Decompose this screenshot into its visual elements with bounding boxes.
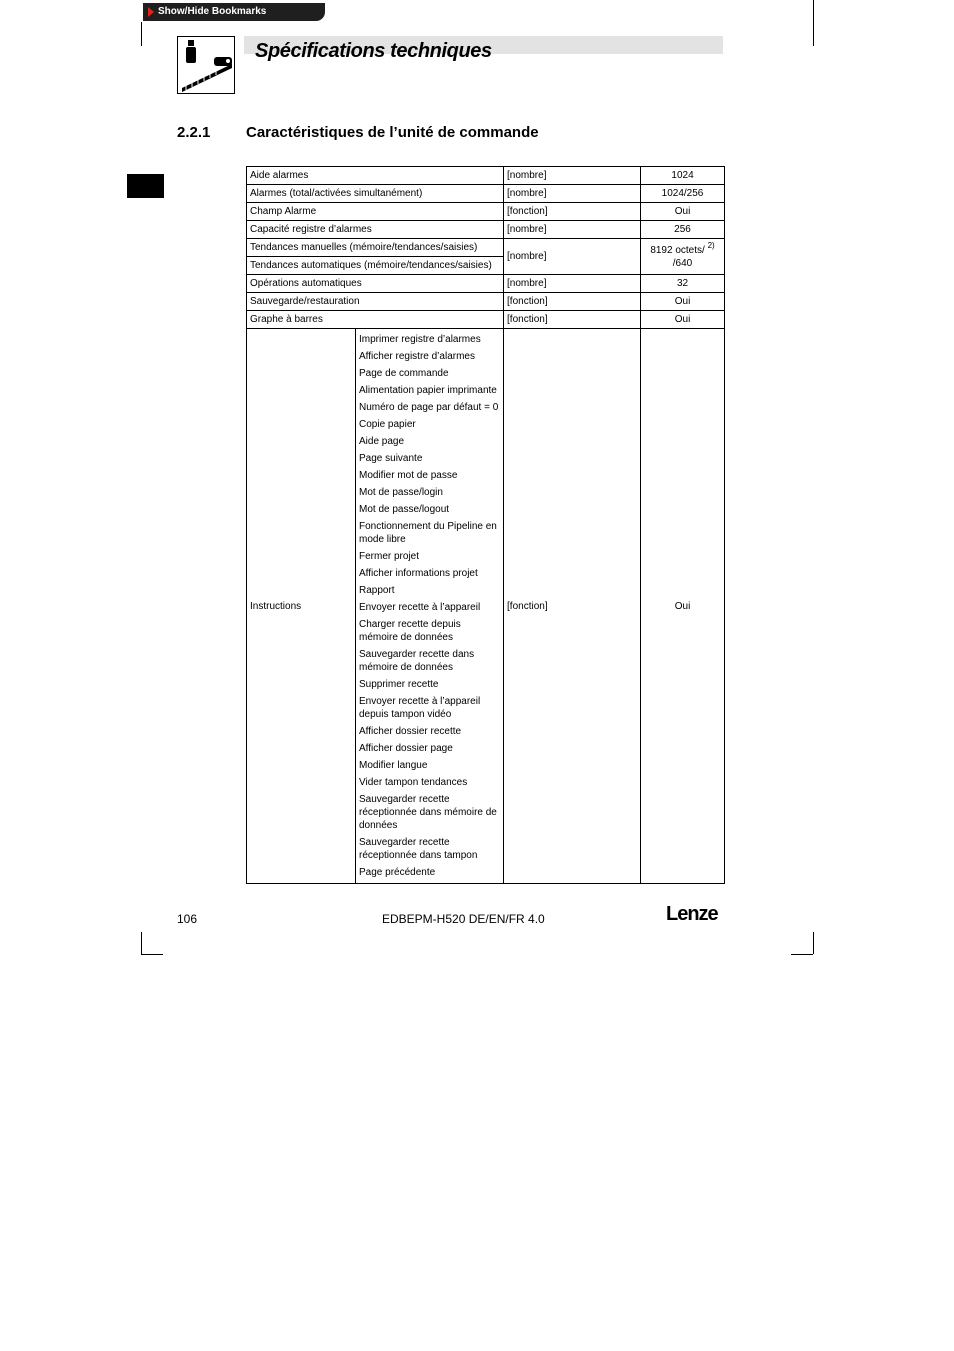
table-row	[247, 239, 725, 257]
instruction-item: Page suivante	[359, 453, 423, 464]
table-row	[247, 275, 725, 293]
crop-mark-bottom-right-v	[813, 932, 814, 954]
instruction-item: Copie papier	[359, 419, 416, 430]
crop-mark-bottom-right-h	[791, 954, 813, 955]
play-arrow-icon	[148, 7, 154, 17]
instruction-item: Sauvegarder recette réceptionnée dans mémoire de données	[359, 794, 497, 831]
section-title: Caractéristiques de l’unité de commande	[246, 124, 539, 141]
specifications-table	[246, 166, 725, 884]
section-number: 2.2.1	[177, 124, 211, 141]
bookmark-label: Show/Hide Bookmarks	[158, 6, 267, 17]
instruction-item: Mot de passe/login	[359, 487, 443, 498]
lenze-logo: Lenze	[666, 903, 718, 925]
row-label: Alarmes (total/activées simultanément)	[247, 185, 504, 203]
row-value: 32	[641, 275, 725, 293]
page-title: Spécifications techniques	[255, 40, 492, 62]
trends-value	[641, 239, 725, 275]
row-value: 1024	[641, 167, 725, 185]
row-unit: [fonction]	[504, 311, 641, 329]
row-label: Aide alarmes	[247, 167, 504, 185]
instruction-item: Modifier langue	[359, 760, 428, 771]
instruction-item: Afficher registre d’alarmes	[359, 351, 475, 362]
row-value: Oui	[641, 203, 725, 221]
table-row	[247, 185, 725, 203]
instruction-item: Mot de passe/logout	[359, 504, 450, 515]
row-value: 1024/256	[641, 185, 725, 203]
row-label: Champ Alarme	[247, 203, 504, 221]
document-id: EDBEPM-H520 DE/EN/FR 4.0	[382, 912, 545, 926]
table-row	[247, 293, 725, 311]
trends-value-line2: /640	[672, 257, 693, 269]
table-row	[247, 203, 725, 221]
instruction-item: Envoyer recette à l’appareil depuis tampon vidéo	[359, 696, 481, 720]
row-unit: [fonction]	[504, 203, 641, 221]
instruction-item: Envoyer recette à l’appareil	[359, 602, 481, 613]
instruction-item: Rapport	[359, 585, 395, 596]
instruction-item: Imprimer registre d’alarmes	[359, 334, 481, 345]
table-row	[247, 311, 725, 329]
instruction-item: Supprimer recette	[359, 679, 439, 690]
instruction-item: Page de commande	[359, 368, 449, 379]
instruction-item: Afficher dossier recette	[359, 726, 462, 737]
instruction-item: Alimentation papier imprimante	[359, 385, 497, 396]
instruction-item: Fonctionnement du Pipeline en mode libre	[359, 521, 497, 545]
instruction-item: Aide page	[359, 436, 405, 447]
instruction-item: Sauvegarder recette dans mémoire de données	[359, 649, 475, 673]
crop-mark-top-left	[141, 22, 142, 46]
row-label: Graphe à barres	[247, 311, 504, 329]
row-value: 256	[641, 221, 725, 239]
row-unit: [nombre]	[504, 275, 641, 293]
instruction-item: Sauvegarder recette réceptionnée dans tampon	[359, 837, 478, 861]
row-unit: [nombre]	[504, 221, 641, 239]
instructions-list-cell	[356, 329, 504, 884]
show-hide-bookmarks-button[interactable]	[143, 3, 325, 21]
page-number: 106	[177, 912, 198, 926]
trends-manual-label: Tendances manuelles (mémoire/tendances/saisies)	[247, 239, 504, 257]
table-row	[247, 167, 725, 185]
instruction-item: Page précédente	[359, 867, 436, 878]
instruction-item: Modifier mot de passe	[359, 470, 458, 481]
instructions-label: Instructions	[247, 329, 356, 884]
crop-mark-top-right	[813, 0, 814, 46]
instructions-value: Oui	[641, 329, 725, 884]
instructions-unit: [fonction]	[504, 329, 641, 884]
trends-value-line1: 8192 octets/	[650, 244, 705, 256]
instructions-list	[359, 331, 500, 881]
instruction-item: Charger recette depuis mémoire de données	[359, 619, 461, 643]
instruction-item: Fermer projet	[359, 551, 420, 562]
crane-load-icon	[177, 36, 235, 94]
footnote-ref: 2)	[707, 240, 715, 250]
row-value: Oui	[641, 293, 725, 311]
crop-mark-bottom-left-v	[141, 932, 142, 954]
trends-auto-label: Tendances automatiques (mémoire/tendances/saisies)	[247, 257, 504, 275]
instruction-item: Vider tampon tendances	[359, 777, 468, 788]
instruction-item: Numéro de page par défaut = 0	[359, 402, 499, 413]
instruction-item: Afficher dossier page	[359, 743, 453, 754]
row-value: Oui	[641, 311, 725, 329]
chapter-tab-marker	[127, 174, 164, 198]
row-unit: [fonction]	[504, 293, 641, 311]
row-label: Sauvegarde/restauration	[247, 293, 504, 311]
row-unit: [nombre]	[504, 185, 641, 203]
crop-mark-bottom-left-h	[141, 954, 163, 955]
table-row	[247, 221, 725, 239]
trends-unit: [nombre]	[504, 239, 641, 275]
table-row-instructions	[247, 329, 725, 884]
row-unit: [nombre]	[504, 167, 641, 185]
instruction-item: Afficher informations projet	[359, 568, 478, 579]
row-label: Capacité registre d’alarmes	[247, 221, 504, 239]
row-label: Opérations automatiques	[247, 275, 504, 293]
